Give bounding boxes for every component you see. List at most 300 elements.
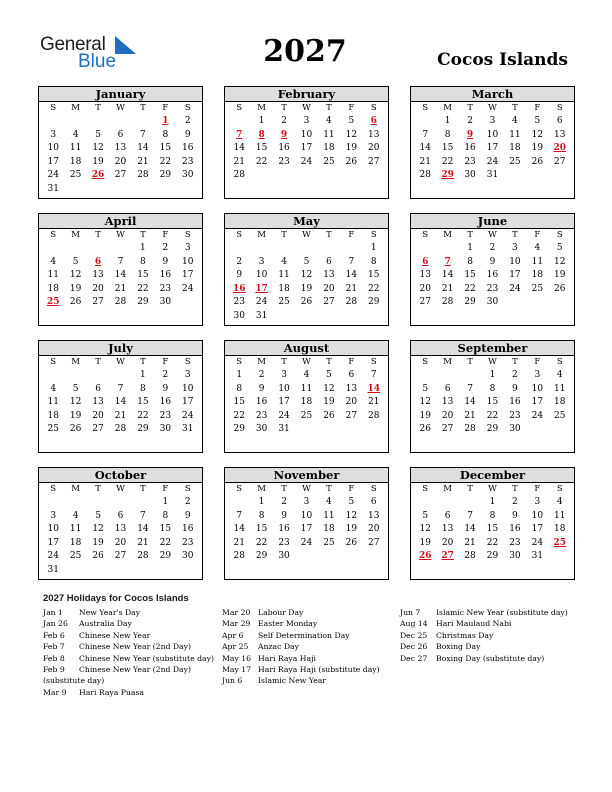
day-cell: 30 [509, 424, 521, 435]
day-cell: 24 [300, 537, 313, 548]
day-cell: 10 [47, 143, 59, 154]
day-cell: 21 [368, 397, 380, 408]
day-cell: 13 [114, 524, 127, 535]
day-cell: 17 [278, 397, 290, 408]
holiday-name: Chinese New Year (2nd Day) [79, 642, 191, 652]
day-cell: 16 [159, 397, 172, 408]
day-cell: 2 [162, 243, 169, 253]
day-cell: 6 [444, 383, 451, 394]
weekday-label: F [162, 357, 169, 367]
day-cell: 30 [233, 310, 245, 321]
month-title: February [225, 87, 388, 102]
day-cell: 3 [184, 243, 191, 253]
day-cell: 17 [509, 270, 521, 281]
month-day-grid [411, 102, 574, 183]
day-cell: 14 [137, 524, 149, 535]
day-cell: 30 [182, 170, 194, 181]
day-cell: 24 [47, 551, 59, 562]
empty-day-cell [414, 115, 436, 129]
day-cell: 23 [159, 283, 172, 294]
day-cell: 12 [69, 397, 82, 408]
empty-day-cell [42, 242, 64, 256]
weekday-label: W [488, 357, 497, 367]
holiday-row [43, 630, 223, 641]
weekday-label: W [488, 484, 497, 494]
empty-day-cell [295, 242, 317, 256]
holiday-row [222, 618, 402, 629]
day-cell: 7 [117, 383, 124, 394]
day-cell: 12 [531, 129, 544, 140]
day-cell: 22 [441, 156, 454, 167]
day-cell: 29 [137, 297, 149, 308]
weekday-label: T [467, 230, 473, 240]
weekday-label: T [326, 357, 332, 367]
day-cell: 3 [184, 370, 191, 380]
day-cell: 11 [69, 524, 82, 535]
day-cell: 31 [182, 424, 194, 435]
day-cell: 14 [233, 143, 245, 154]
day-cell: 12 [419, 397, 431, 408]
brand-logo [40, 34, 140, 74]
day-cell: 9 [512, 383, 518, 394]
day-cell: 8 [140, 256, 146, 267]
holiday-name: (substitute day) [43, 676, 105, 686]
holiday-day-cell: 9 [466, 129, 474, 140]
day-cell: 20 [114, 156, 127, 167]
day-cell: 25 [47, 424, 59, 435]
day-cell: 3 [489, 116, 496, 126]
day-cell: 5 [72, 256, 79, 267]
day-cell: 4 [326, 116, 332, 126]
day-cell: 5 [303, 256, 310, 267]
holiday-row [400, 630, 580, 641]
day-cell: 26 [531, 156, 544, 167]
empty-day-cell [414, 496, 436, 510]
day-cell: 20 [92, 283, 104, 294]
month-january [38, 86, 203, 199]
weekday-label: F [534, 357, 541, 367]
day-cell: 16 [486, 270, 499, 281]
day-cell: 22 [486, 537, 499, 548]
holiday-date: May 17 [222, 665, 252, 675]
weekday-label: T [512, 230, 518, 240]
empty-day-cell [42, 496, 64, 510]
day-cell: 15 [159, 524, 172, 535]
day-cell: 10 [531, 383, 544, 394]
day-cell: 3 [50, 510, 57, 521]
day-cell: 8 [162, 510, 169, 521]
month-day-grid [411, 356, 574, 437]
day-cell: 24 [182, 410, 194, 421]
day-cell: 1 [236, 370, 243, 380]
day-cell: 17 [300, 524, 313, 535]
day-cell: 8 [140, 383, 146, 394]
holiday-name: Islamic New Year (substitute day) [436, 608, 568, 617]
holiday-name: New Year's Day [79, 608, 141, 617]
holiday-row [222, 653, 402, 664]
day-cell: 31 [486, 170, 499, 181]
day-cell: 16 [509, 524, 521, 535]
day-cell: 16 [182, 143, 194, 154]
day-cell: 27 [92, 424, 104, 435]
empty-day-cell [250, 242, 272, 256]
day-cell: 24 [255, 297, 268, 308]
day-cell: 28 [233, 551, 245, 562]
day-cell: 2 [281, 116, 287, 126]
empty-day-cell [109, 369, 131, 383]
day-cell: 22 [159, 537, 172, 548]
day-cell: 1 [444, 116, 451, 126]
holiday-date: Feb 9 [43, 665, 65, 675]
holiday-day-cell: 6 [94, 256, 102, 267]
day-cell: 28 [137, 170, 149, 181]
day-cell: 12 [554, 256, 566, 267]
weekday-label: W [116, 357, 125, 367]
month-day-grid [39, 483, 202, 578]
weekday-label: T [140, 230, 146, 240]
weekday-label: T [140, 484, 146, 494]
day-cell: 3 [512, 243, 518, 253]
day-cell: 30 [182, 551, 194, 562]
weekday-label: S [184, 484, 191, 494]
weekday-label: T [281, 357, 287, 367]
day-cell: 9 [489, 256, 496, 267]
day-cell: 1 [258, 116, 265, 126]
day-cell: 21 [114, 410, 127, 421]
holiday-name: Chinese New Year (substitute day) [79, 653, 214, 663]
day-cell: 14 [137, 143, 149, 154]
day-cell: 27 [368, 156, 380, 167]
day-cell: 27 [554, 156, 566, 167]
day-cell: 27 [114, 170, 127, 181]
weekday-label: F [348, 103, 355, 113]
day-cell: 26 [323, 410, 335, 421]
holiday-day-cell: 1 [162, 116, 169, 126]
day-cell: 19 [92, 537, 104, 548]
day-cell: 10 [182, 256, 194, 267]
day-cell: 20 [114, 537, 127, 548]
day-cell: 14 [345, 270, 358, 281]
day-cell: 15 [486, 524, 499, 535]
empty-day-cell [64, 242, 86, 256]
day-cell: 29 [464, 297, 476, 308]
day-cell: 17 [531, 524, 544, 535]
month-february [224, 86, 389, 199]
day-cell: 15 [137, 397, 149, 408]
day-cell: 16 [159, 270, 172, 281]
holiday-date: Mar 20 [222, 608, 251, 617]
holiday-day-cell: 29 [441, 170, 454, 181]
day-cell: 19 [345, 143, 358, 154]
weekday-label: F [162, 230, 169, 240]
day-cell: 5 [556, 243, 563, 253]
holiday-date: Dec 27 [400, 653, 428, 663]
day-cell: 5 [348, 116, 355, 126]
day-cell: 21 [233, 156, 245, 167]
day-cell: 20 [441, 410, 454, 421]
day-cell: 7 [236, 510, 243, 521]
day-cell: 24 [486, 156, 499, 167]
day-cell: 4 [303, 370, 310, 380]
weekday-label: T [467, 103, 473, 113]
month-day-grid [225, 229, 388, 324]
empty-day-cell [318, 242, 340, 256]
day-cell: 11 [47, 270, 59, 281]
day-cell: 27 [441, 424, 454, 435]
day-cell: 27 [345, 410, 358, 421]
day-cell: 18 [47, 283, 59, 294]
day-cell: 14 [441, 270, 454, 281]
day-cell: 24 [300, 156, 313, 167]
day-cell: 25 [323, 156, 335, 167]
day-cell: 11 [47, 397, 59, 408]
day-cell: 24 [531, 537, 544, 548]
day-cell: 30 [159, 297, 172, 308]
weekday-label: S [370, 103, 377, 113]
day-cell: 21 [419, 156, 431, 167]
day-cell: 18 [554, 397, 566, 408]
holiday-row [400, 641, 580, 652]
month-april [38, 213, 203, 326]
weekday-label: S [370, 357, 377, 367]
day-cell: 6 [117, 129, 124, 140]
holiday-day-cell: 20 [553, 143, 567, 154]
day-cell: 29 [486, 424, 499, 435]
day-cell: 8 [370, 256, 377, 267]
holiday-name: Self Determination Day [258, 630, 350, 640]
day-cell: 24 [182, 283, 194, 294]
day-cell: 21 [345, 283, 358, 294]
day-cell: 17 [486, 143, 499, 154]
day-cell: 7 [467, 510, 473, 521]
holiday-day-cell: 7 [236, 129, 243, 140]
day-cell: 22 [486, 410, 499, 421]
empty-day-cell [64, 115, 86, 129]
empty-day-cell [273, 242, 295, 256]
day-cell: 7 [422, 129, 429, 140]
day-cell: 10 [255, 270, 268, 281]
day-cell: 27 [92, 297, 104, 308]
day-cell: 26 [69, 297, 82, 308]
weekday-label: S [556, 103, 563, 113]
day-cell: 26 [92, 551, 104, 562]
holiday-day-cell: 17 [255, 283, 268, 294]
day-cell: 23 [233, 297, 245, 308]
day-cell: 1 [489, 497, 496, 507]
weekday-label: M [443, 103, 452, 113]
day-cell: 25 [300, 410, 313, 421]
weekday-label: S [556, 230, 563, 240]
holiday-name: Hari Raya Haji [258, 653, 316, 663]
day-cell: 4 [72, 129, 79, 140]
day-cell: 17 [182, 270, 194, 281]
day-cell: 15 [137, 270, 149, 281]
day-cell: 8 [489, 510, 496, 521]
day-cell: 18 [323, 524, 335, 535]
day-cell: 18 [69, 156, 82, 167]
holiday-day-cell: 7 [444, 256, 451, 267]
holiday-name: Hari Raya Haji (substitute day) [258, 665, 380, 675]
weekday-label: T [326, 230, 332, 240]
month-title: March [411, 87, 574, 102]
day-cell: 2 [467, 116, 473, 126]
day-cell: 10 [47, 524, 59, 535]
month-december [410, 467, 575, 580]
day-cell: 30 [486, 297, 499, 308]
day-cell: 28 [233, 170, 245, 181]
empty-day-cell [87, 496, 109, 510]
day-cell: 7 [348, 256, 355, 267]
holiday-name: Boxing Day (substitute day) [436, 653, 545, 663]
day-cell: 15 [255, 143, 268, 154]
day-cell: 14 [114, 270, 127, 281]
day-cell: 15 [368, 270, 380, 281]
day-cell: 5 [422, 383, 429, 394]
empty-day-cell [228, 115, 250, 129]
holiday-date: Jan 26 [43, 619, 68, 629]
holiday-row [400, 653, 580, 664]
holiday-date: Apr 25 [222, 642, 249, 652]
day-cell: 29 [233, 424, 245, 435]
holiday-day-cell: 25 [46, 297, 60, 308]
day-cell: 15 [255, 524, 268, 535]
day-cell: 1 [162, 497, 169, 507]
weekday-label: T [281, 103, 287, 113]
day-cell: 21 [464, 537, 476, 548]
day-cell: 28 [464, 424, 476, 435]
day-cell: 18 [300, 397, 313, 408]
month-may [224, 213, 389, 326]
day-cell: 13 [345, 383, 358, 394]
day-cell: 31 [278, 424, 290, 435]
day-cell: 3 [281, 370, 287, 380]
day-cell: 22 [137, 283, 149, 294]
day-cell: 25 [509, 156, 521, 167]
day-cell: 19 [345, 524, 358, 535]
weekday-label: F [162, 103, 169, 113]
weekday-label: W [116, 103, 125, 113]
weekday-label: F [348, 230, 355, 240]
day-cell: 12 [345, 510, 358, 521]
day-cell: 2 [184, 116, 191, 126]
weekday-label: S [556, 484, 563, 494]
holidays-column [43, 607, 223, 698]
day-cell: 27 [323, 297, 335, 308]
day-cell: 4 [281, 256, 287, 267]
holiday-date: Dec 26 [400, 642, 428, 652]
holiday-name: Christmas Day [436, 630, 494, 640]
day-cell: 6 [117, 510, 124, 521]
day-cell: 28 [137, 551, 149, 562]
weekday-label: T [140, 103, 146, 113]
day-cell: 23 [464, 156, 476, 167]
weekday-label: M [443, 484, 452, 494]
holiday-day-cell: 6 [370, 116, 377, 126]
holiday-day-cell: 25 [553, 537, 567, 548]
day-cell: 1 [370, 243, 377, 253]
holidays-title: 2027 Holidays for Cocos Islands [43, 593, 189, 604]
day-cell: 19 [323, 397, 335, 408]
day-cell: 19 [419, 537, 431, 548]
day-cell: 23 [278, 537, 290, 548]
holiday-day-cell: 9 [280, 129, 288, 140]
day-cell: 4 [50, 256, 57, 267]
day-cell: 15 [441, 143, 454, 154]
day-cell: 16 [278, 143, 290, 154]
calendar-year: 2027 [263, 34, 347, 69]
weekday-label: S [370, 484, 377, 494]
day-cell: 1 [258, 497, 265, 507]
day-cell: 6 [370, 497, 377, 507]
weekday-label: T [95, 357, 101, 367]
weekday-label: S [50, 357, 57, 367]
day-cell: 15 [233, 397, 245, 408]
day-cell: 20 [345, 397, 358, 408]
holiday-date: Mar 29 [222, 619, 251, 629]
day-cell: 12 [92, 143, 104, 154]
day-cell: 3 [303, 497, 310, 507]
day-cell: 2 [281, 497, 287, 507]
day-cell: 8 [162, 129, 169, 140]
day-cell: 24 [531, 410, 544, 421]
month-day-grid [411, 229, 574, 310]
weekday-label: S [236, 230, 243, 240]
month-september [410, 340, 575, 453]
holidays-column [222, 607, 402, 687]
weekday-label: S [236, 103, 243, 113]
weekday-label: M [71, 103, 80, 113]
day-cell: 28 [441, 297, 454, 308]
weekday-label: T [281, 230, 287, 240]
empty-day-cell [64, 369, 86, 383]
day-cell: 25 [278, 297, 290, 308]
brand-triangle-icon [115, 36, 137, 54]
day-cell: 7 [370, 370, 377, 380]
month-title: May [225, 214, 388, 229]
day-cell: 28 [419, 170, 431, 181]
day-cell: 6 [348, 370, 355, 380]
day-cell: 15 [464, 270, 476, 281]
day-cell: 11 [554, 383, 566, 394]
empty-day-cell [436, 242, 458, 256]
weekday-label: T [512, 357, 518, 367]
day-cell: 9 [184, 129, 191, 140]
holiday-name: Hari Raya Puasa [79, 687, 145, 697]
day-cell: 11 [531, 256, 544, 267]
day-cell: 21 [233, 537, 245, 548]
day-cell: 26 [419, 424, 431, 435]
holiday-date: Mar 9 [43, 687, 67, 697]
day-cell: 14 [233, 524, 245, 535]
day-cell: 17 [300, 143, 313, 154]
day-cell: 23 [159, 410, 172, 421]
day-cell: 16 [278, 524, 290, 535]
weekday-label: T [326, 484, 332, 494]
month-day-grid [39, 102, 202, 197]
holiday-row [222, 641, 402, 652]
month-day-grid [225, 102, 388, 183]
day-cell: 13 [441, 524, 454, 535]
weekday-label: F [348, 484, 355, 494]
day-cell: 11 [323, 510, 335, 521]
holiday-day-cell: 6 [422, 256, 429, 267]
holiday-name: Easter Monday [258, 619, 318, 629]
day-cell: 23 [182, 156, 194, 167]
weekday-label: S [422, 484, 429, 494]
day-cell: 19 [531, 143, 544, 154]
day-cell: 21 [464, 410, 476, 421]
weekday-label: S [556, 357, 563, 367]
